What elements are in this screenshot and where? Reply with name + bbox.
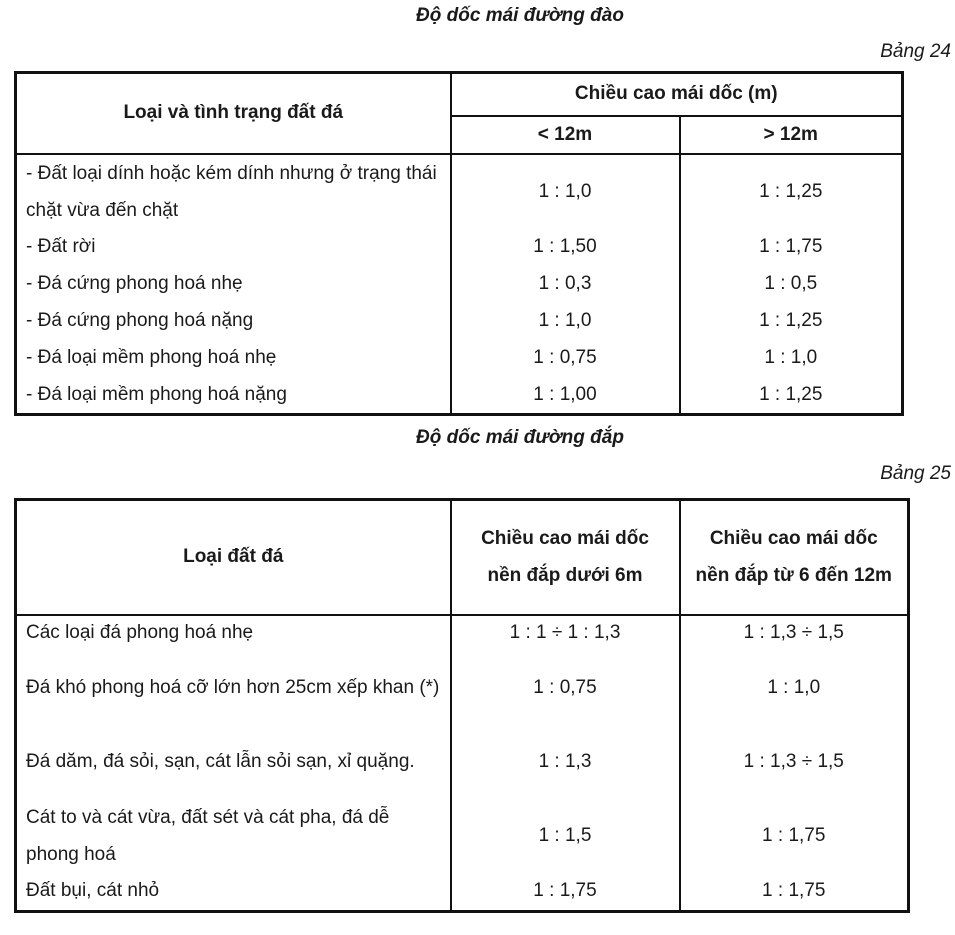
table25-soil: Đá khó phong hoá cỡ lớn hơn 25cm xếp khan (*) [16, 651, 451, 725]
table25-under6: 1 : 1,75 [451, 873, 680, 912]
table24-soil: - Đất rời [16, 229, 451, 266]
table25-under6: 1 : 1 ÷ 1 : 1,3 [451, 615, 680, 651]
table-row [16, 266, 903, 303]
table25-header-under6: Chiều cao mái dốc nền đắp dưới 6m [451, 500, 680, 615]
table24-lt12: 1 : 1,50 [451, 229, 680, 266]
table25-under6: 1 : 0,75 [451, 651, 680, 725]
table24-gt12: 1 : 0,5 [680, 266, 903, 303]
table-row [16, 725, 909, 799]
table24 [14, 71, 904, 416]
table24-title: Độ dốc mái đường đào [416, 5, 624, 26]
table25-header-soil: Loại đất đá [16, 500, 451, 615]
table24-soil: - Đá loại mềm phong hoá nhẹ [16, 340, 451, 377]
table25-6to12: 1 : 1,75 [680, 873, 909, 912]
table25-6to12: 1 : 1,75 [680, 799, 909, 873]
table25-soil: Đất bụi, cát nhỏ [16, 873, 451, 912]
table24-header-gt12: > 12m [680, 116, 903, 154]
table24-soil: - Đá cứng phong hoá nặng [16, 303, 451, 340]
table25 [14, 498, 910, 913]
table-row [16, 154, 903, 229]
table24-gt12: 1 : 1,25 [680, 377, 903, 415]
table25-soil: Đá dăm, đá sỏi, sạn, cát lẫn sỏi sạn, xỉ quặng. [16, 725, 451, 799]
table25-title: Độ dốc mái đường đắp [416, 427, 624, 448]
table24-header-soil: Loại và tình trạng đất đá [16, 73, 451, 154]
table25-6to12: 1 : 1,3 ÷ 1,5 [680, 615, 909, 651]
table-row [16, 651, 909, 725]
table25-soil: Cát to và cát vừa, đất sét và cát pha, đá dễ phong hoá [16, 799, 451, 873]
table24-header-lt12: < 12m [451, 116, 680, 154]
table-row [16, 303, 903, 340]
table24-header-group: Chiều cao mái dốc (m) [451, 73, 903, 116]
table-row [16, 799, 909, 873]
table24-lt12: 1 : 1,00 [451, 377, 680, 415]
table25-under6: 1 : 1,3 [451, 725, 680, 799]
table25-header-6to12: Chiều cao mái dốc nền đắp từ 6 đến 12m [680, 500, 909, 615]
table25-6to12: 1 : 1,0 [680, 651, 909, 725]
table25-under6: 1 : 1,5 [451, 799, 680, 873]
table24-gt12: 1 : 1,0 [680, 340, 903, 377]
table24-soil: - Đá loại mềm phong hoá nặng [16, 377, 451, 415]
table-row [16, 377, 903, 415]
table25-number: Bảng 25 [880, 463, 951, 484]
table-row [16, 229, 903, 266]
table24-gt12: 1 : 1,25 [680, 303, 903, 340]
table24-soil: - Đất loại dính hoặc kém dính nhưng ở trạng thái chặt vừa đến chặt [16, 154, 451, 229]
table24-lt12: 1 : 0,75 [451, 340, 680, 377]
table24-lt12: 1 : 1,0 [451, 154, 680, 229]
table-row [16, 873, 909, 912]
table-row [16, 340, 903, 377]
table24-number: Bảng 24 [880, 41, 951, 62]
table24-gt12: 1 : 1,75 [680, 229, 903, 266]
table24-gt12: 1 : 1,25 [680, 154, 903, 229]
table24-lt12: 1 : 1,0 [451, 303, 680, 340]
table-row [16, 615, 909, 651]
table25-6to12: 1 : 1,3 ÷ 1,5 [680, 725, 909, 799]
table24-lt12: 1 : 0,3 [451, 266, 680, 303]
table24-soil: - Đá cứng phong hoá nhẹ [16, 266, 451, 303]
table25-soil: Các loại đá phong hoá nhẹ [16, 615, 451, 651]
